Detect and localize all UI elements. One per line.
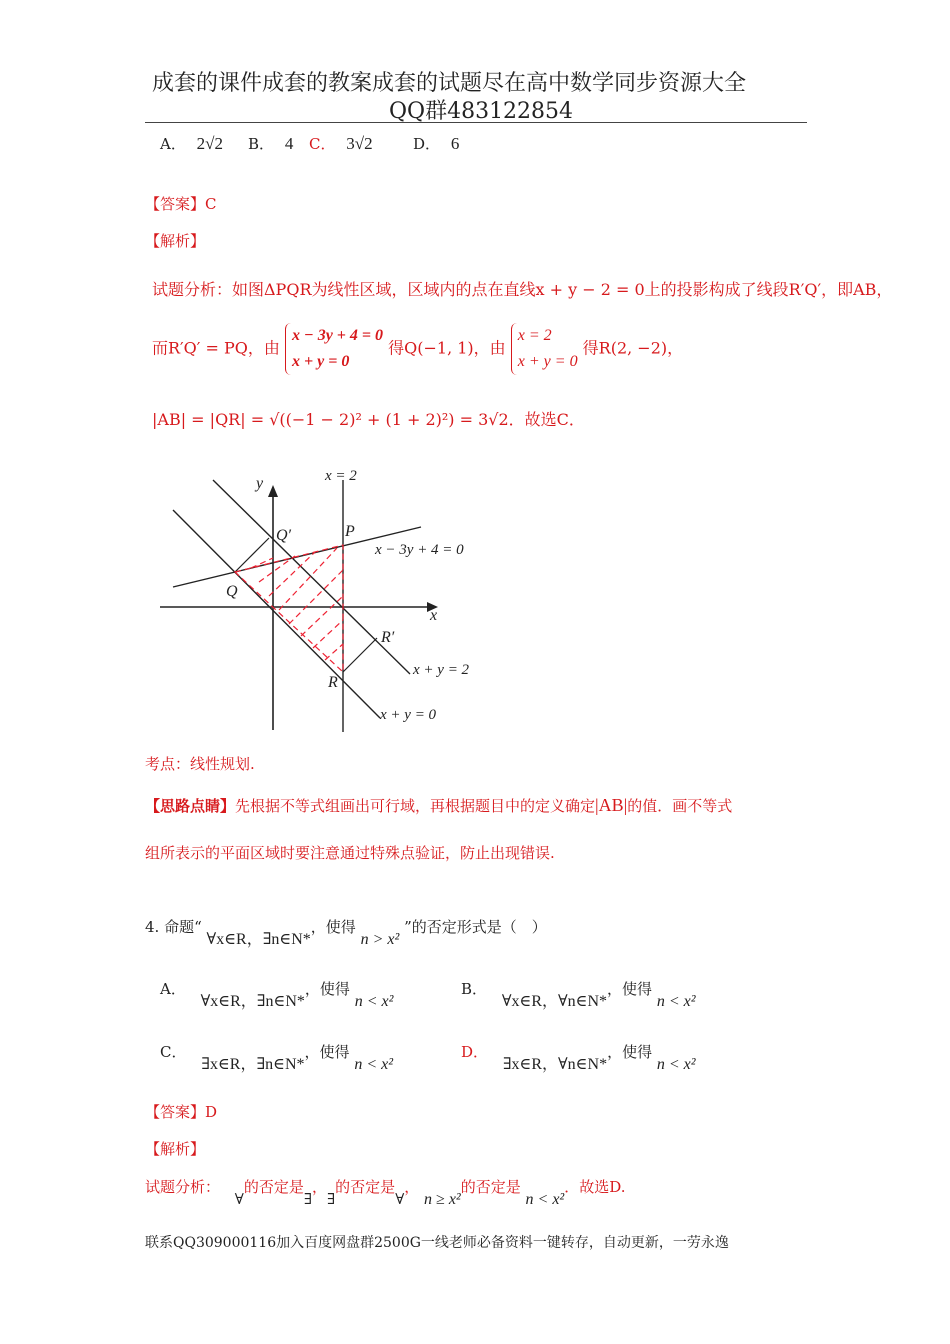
q4-option-b: B． ∀x∈R，∀n∈N*，使得 n < x² [461,980,696,1010]
label-Q: Q [226,583,238,600]
triangle-PQR [235,545,343,672]
q3-option-d: D． 6 [413,134,460,153]
label-x-eq-2: x = 2 [325,468,357,484]
q4-analysis-line: 试题分析： ∀的否定是∃，∃的否定是∀， n ≥ x²的否定是 n < x²．故选D. [145,1178,626,1208]
q3-answer: 【答案】C [145,195,217,213]
q4-option-c: C． ∃x∈R，∃n∈N*，使得 n < x² [160,1043,394,1073]
system-1: x − 3y + 4 = 0 x + y = 0 [285,323,383,375]
header-qq: QQ群483122854 [389,99,574,124]
label-R-prime: R′ [381,629,395,646]
q4-option-a: A． ∀x∈R，∃n∈N*，使得 n < x² [160,980,394,1010]
label-Q-prime: Q′ [276,527,292,544]
q3-analysis-line3: |AB| = |QR| = √((−1 − 2)² + (1 + 2)²) = 3√2．故选C． [152,410,585,429]
label-x: x [430,607,438,624]
q4-analysis-label: 【解析】 [145,1140,206,1158]
feasible-region-figure [155,460,495,740]
q3-analysis-line2: 而R′Q′ = PQ，由 x − 3y + 4 = 0 x + y = 0 得Q(−1, 1)，由 x = 2 x + y = 0 得R(2, −2)， [152,323,683,375]
q3-option-c: C． 3√2 [309,134,373,153]
q3-analysis-line1: 试题分析：如图ΔPQR为线性区域，区域内的点在直线x + y − 2 = 0上的投影构成了线段R′Q′，即AB， [152,280,893,299]
q4-option-d: D． ∃x∈R，∀n∈N*，使得 n < x² [461,1043,696,1073]
proj-R-Rprime [343,638,377,672]
q4-answer: 【答案】D [145,1103,218,1121]
q3-silu-line2: 组所表示的平面区域时要注意通过特殊点验证，防止出现错误. [145,844,555,862]
y-axis-arrow [268,485,278,497]
header-title: 成套的课件成套的教案成套的试题尽在高中数学同步资源大全 [152,71,747,96]
label-line-x-3y-4: x − 3y + 4 = 0 [375,542,464,558]
q3-analysis-label: 【解析】 [145,232,206,250]
q3-silu-line1: 【思路点睛】先根据不等式组画出可行域，再根据题目中的定义确定|AB|的值．画不等式 [145,795,733,815]
q4-stem: 4. 命题“ ∀x∈R，∃n∈N*，使得 n > x² ”的否定形式是（ ） [145,918,547,948]
q3-option-b: B． 4 [248,134,294,153]
label-line-x-plus-y-2: x + y = 2 [413,662,470,678]
q3-option-a: A． 2√2 [160,134,223,153]
header-divider [145,122,807,123]
footer-contact: 联系QQ309000116加入百度网盘群2500G一线老师必备资料一键转存，自动更新，一劳永逸 [145,1235,729,1251]
q3-kaodian: 考点：线性规划. [145,755,255,773]
label-y: y [256,475,264,492]
label-P: P [345,523,355,540]
label-line-x-plus-y-0: x + y = 0 [380,707,437,723]
label-R: R [328,674,338,691]
system-2: x = 2 x + y = 0 [511,323,578,375]
